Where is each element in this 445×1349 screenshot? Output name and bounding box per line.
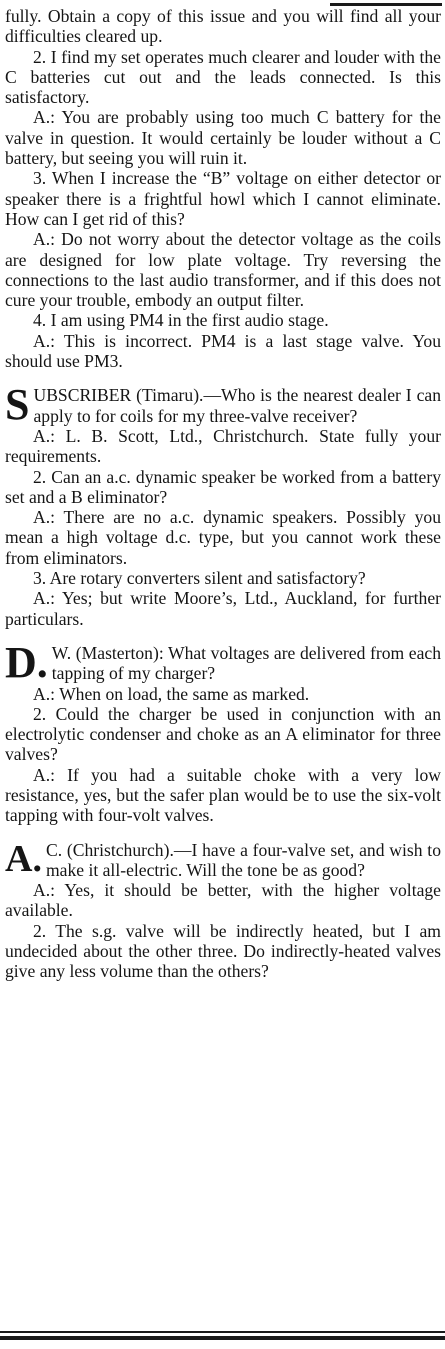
letter-item: A.: Yes; but write Moore’s, Ltd., Auckland, for further particulars. [5,588,441,629]
letter-subscriber [5,380,441,629]
drop-cap: S [5,380,30,430]
drop-cap: A. [5,837,42,880]
article-column [5,6,441,982]
letter-item: A.: When on load, the same as marked. [33,683,310,704]
letter-heading [5,837,441,881]
letter-question: C. (Christchurch).—I have a four-valve set, and wish to make it all-electric. Will the tone be as good? [45,839,441,880]
drop-cap: D. [5,637,48,687]
letter-ac [5,837,441,982]
bottom-rule-thick [0,1336,445,1340]
question-3: 3. When I increase the “B” voltage on either detector or speaker there is a frightful howl which I cannot eliminate. How can I get rid of this? [5,168,441,229]
letter-item: A.: L. B. Scott, Ltd., Christchurch. State fully your requirements. [5,425,441,467]
bottom-rule [0,1331,445,1333]
letter-item: 2. Could the charger be used in conjunction with an electrolytic condenser and choke as an A eliminator for three valves? [5,703,441,765]
letter-question: UBSCRIBER (Timaru).—Who is the nearest dealer I can apply to for coils for my three-valve receiver? [33,385,441,426]
question-2: 2. I find my set operates much clearer and louder with the C batteries cut out and the leads connected. Is this satisfactory. [5,46,441,108]
answer-3: A.: Do not worry about the detector voltage as the coils are designed for low plate voltage. Try reversing the connections to the last audio transformer, and if this does not cure your trouble, embody an output filter. [5,229,441,311]
letter-item: A.: There are no a.c. dynamic speakers. Possibly you mean a high voltage d.c. type, but you cannot work these from eliminators. [5,507,441,568]
intro-paragraph: fully. Obtain a copy of this issue and you will find all your difficulties cleared up. [5,6,441,47]
letter-item: 2. The s.g. valve will be indirectly heated, but I am undecided about the other three. Do indirectly-heated valves give any less volume than the others? [5,920,441,982]
answer-2: A.: You are probably using too much C battery for the valve in question. It would certainly be louder without a C battery, but seeing you will ruin it. [5,107,441,169]
letter-item: 3. Are rotary converters silent and satisfactory? [33,568,366,589]
letter-heading [5,380,441,430]
letter-item: A.: Yes, it should be better, with the higher voltage available. [5,880,441,921]
letter-dw [5,637,441,826]
answer-4: A.: This is incorrect. PM4 is a last stage valve. You should use PM3. [5,330,441,372]
letter-item: 2. Can an a.c. dynamic speaker be worked from a battery set and a B eliminator? [5,466,441,507]
letter-item: A.: If you had a suitable choke with a very low resistance, yes, but the safer plan would be to use the six-volt tapping with four-volt valves. [5,764,441,826]
letter-heading [5,637,441,687]
question-4: 4. I am using PM4 in the first audio stage. [33,310,329,331]
letter-question: W. (Masterton): What voltages are delivered from each tapping of my charger? [51,642,441,684]
